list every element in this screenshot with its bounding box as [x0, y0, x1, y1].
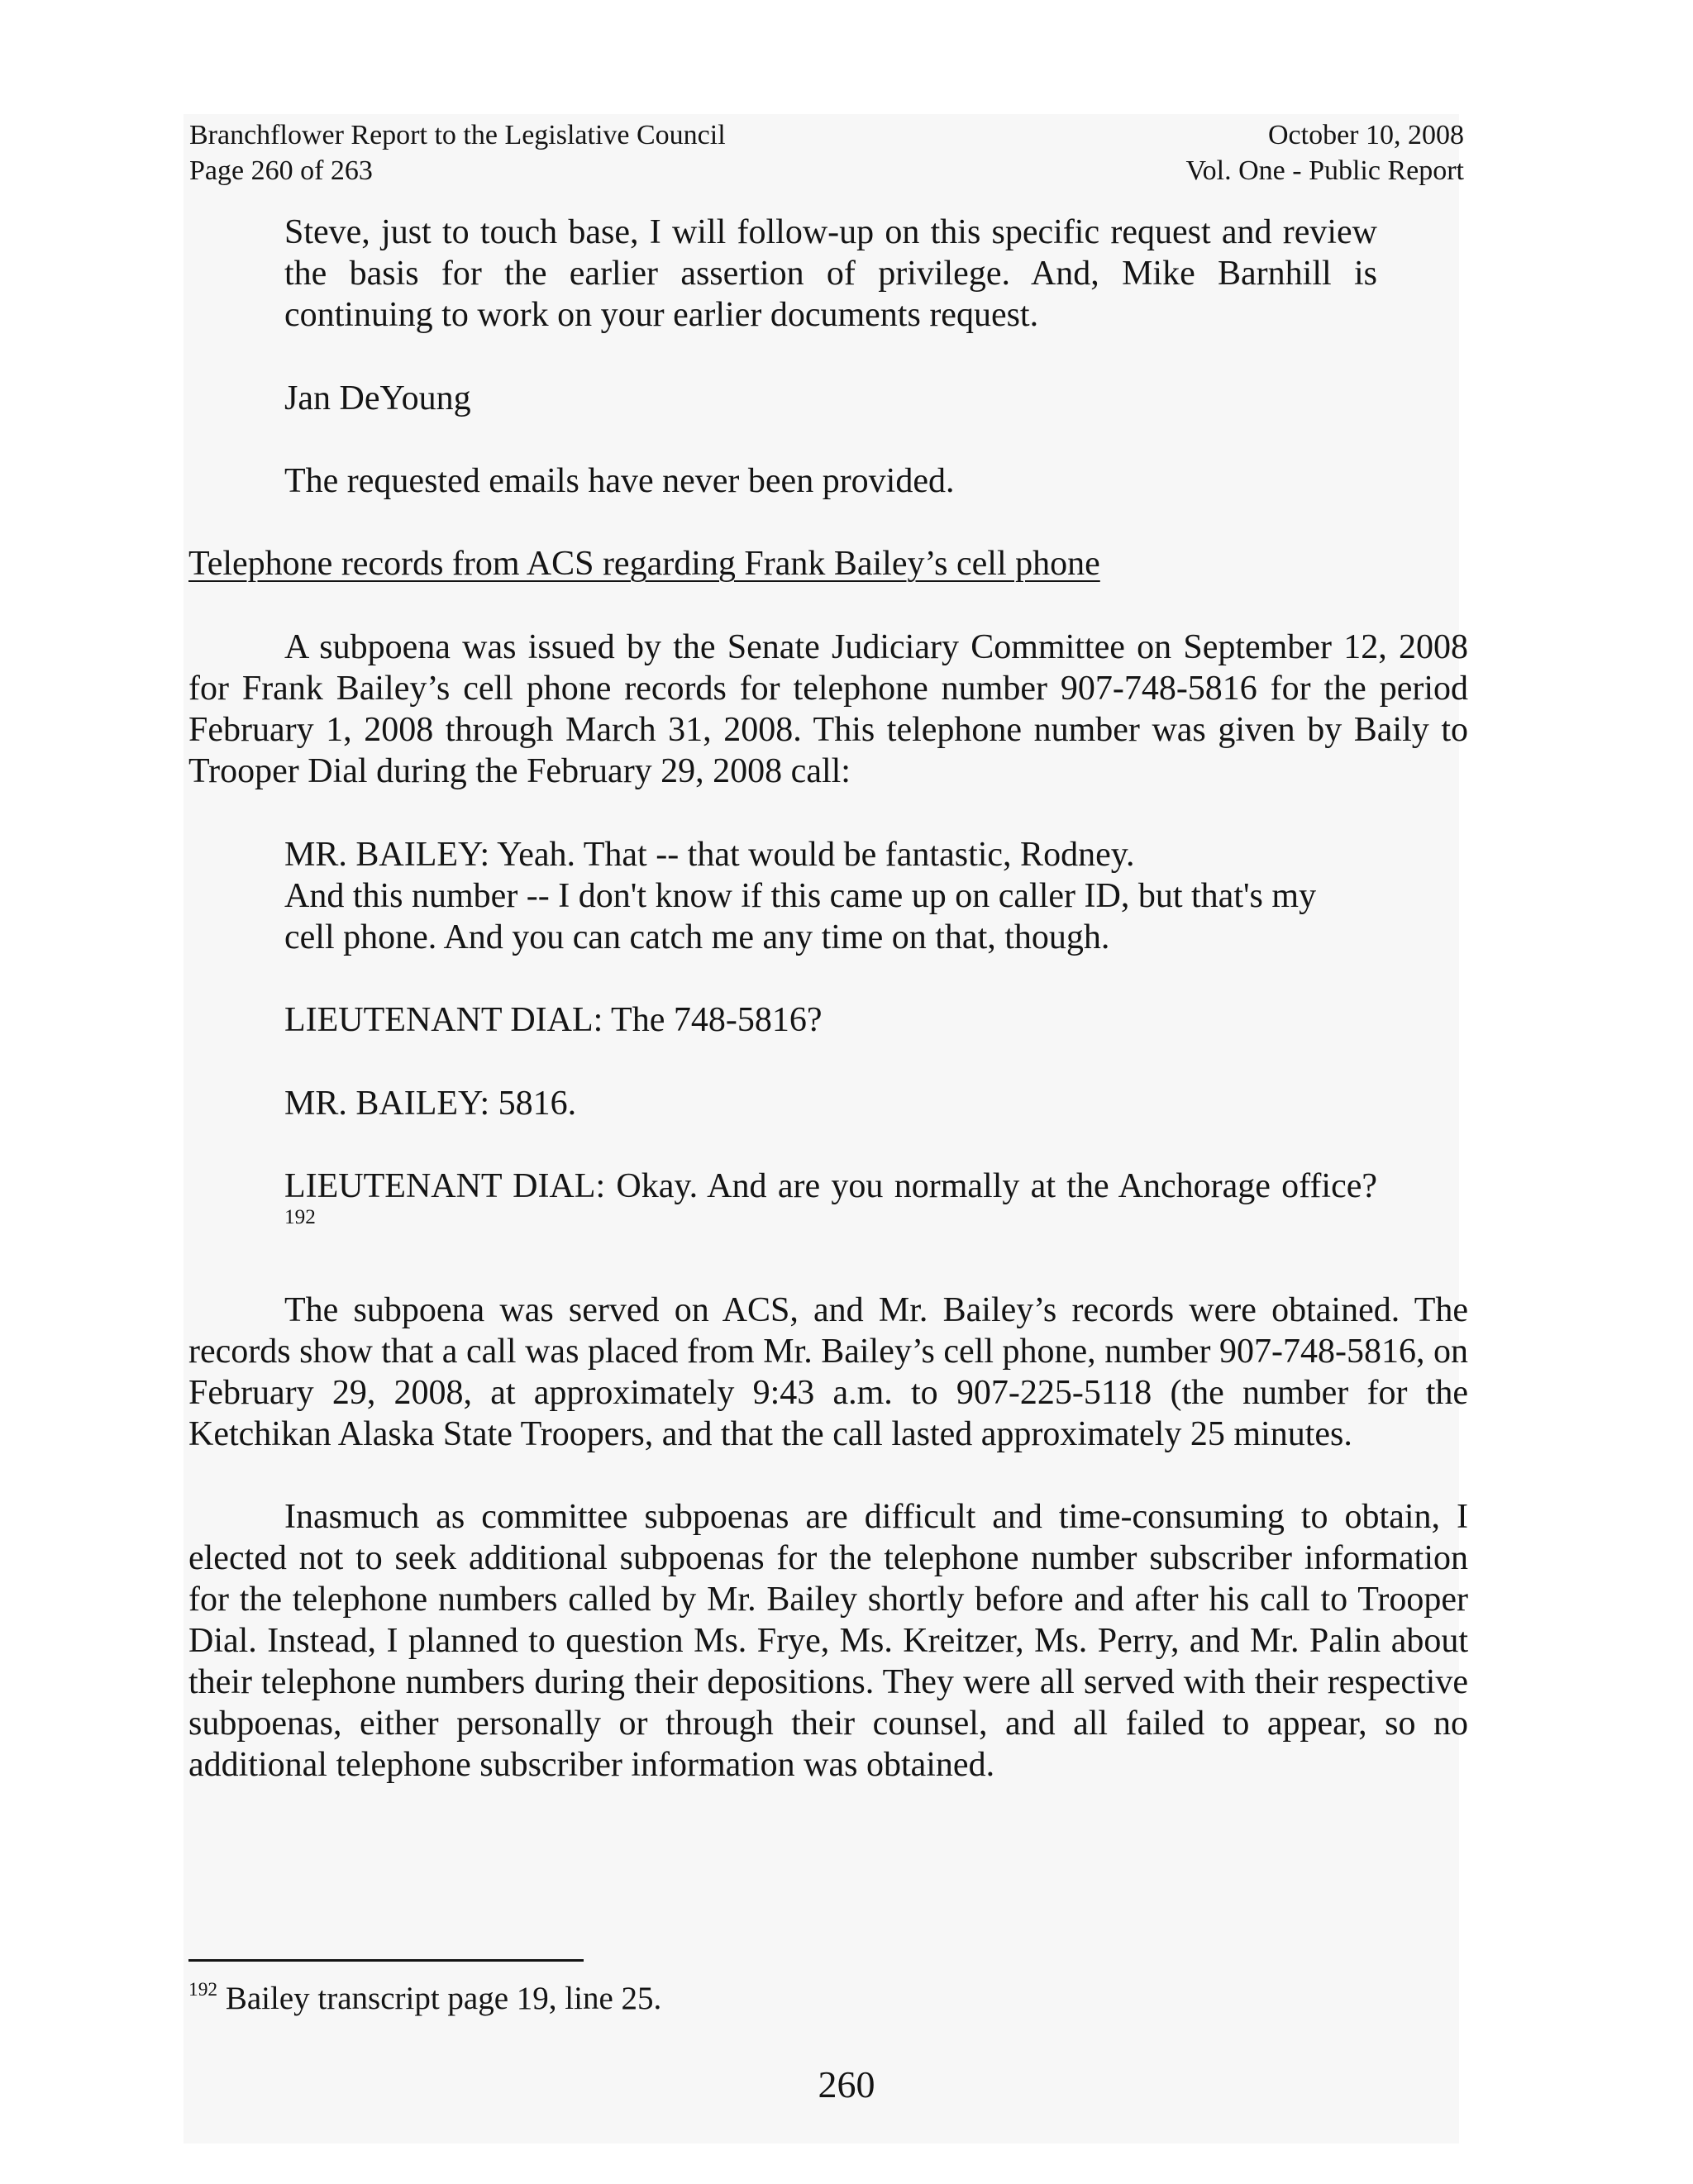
footnote: [188, 1978, 661, 2024]
footnote-reference: 192: [284, 1206, 316, 1229]
transcript-bailey-answer: MR. BAILEY: 5816.: [284, 1085, 577, 1123]
inasmuch-paragraph: Inasmuch as committee subpoenas are difficult and time-consuming to obtain, I elected not to seek additional subpoenas for the telephone number subscriber information for the telephone numbers called by Mr. Bailey shortly before and after his call to Trooper Dial. Instead, I planned to question Ms. Frye, Ms. Kreitzer, Ms. Perry, and Mr. Palin about their telephone numbers during their depositions. They were all served with their respective subpoenas, either personally or through their counsel, and all failed to appear, so no additional telephone subscriber information was obtained.: [188, 1498, 1468, 1784]
running-header-left: [189, 117, 726, 188]
report-volume: Vol. One - Public Report: [1185, 155, 1464, 186]
transcript-dial-question: LIEUTENANT DIAL: The 748-5816?: [284, 1001, 823, 1039]
page-number: 260: [818, 2063, 875, 2105]
served-paragraph: The subpoena was served on ACS, and Mr. Bailey’s records were obtained. The records show that a call was placed from Mr. Bailey’s cell phone, number 907-748-5816, on February 29, 2008, at approximately 9:43 a.m. to 907-225-5118 (the number for the Ketchikan Alaska State Troopers, and that the call lasted approximately 25 minutes.: [188, 1291, 1468, 1453]
footnote-separator: [188, 1959, 584, 1962]
email-quote-paragraph: Steve, just to touch base, I will follow-up on this specific request and review the basis for the earlier assertion of privilege. And, Mike Barnhill is continuing to work on your earlier documents request.: [284, 213, 1377, 334]
email-signature: Jan DeYoung: [284, 379, 471, 417]
emails-note: The requested emails have never been provided.: [284, 462, 955, 500]
transcript-bailey-continuation: And this number -- I don't know if this came up on caller ID, but that's my cell phone. And you can catch me any time on that, though.: [284, 877, 1317, 956]
subpoena-paragraph: A subpoena was issued by the Senate Judiciary Committee on September 12, 2008 for Frank Bailey’s cell phone records for telephone number 907-748-5816 for the period February 1, 2008 through March 31, 2008. This telephone number was given by Baily to Trooper Dial during the February 29, 2008 call:: [188, 628, 1468, 790]
page-count: Page 260 of 263: [189, 155, 373, 186]
footnote-text: Bailey transcript page 19, line 25.: [225, 1981, 662, 2016]
running-header-right: [1185, 117, 1464, 188]
report-date: October 10, 2008: [1267, 120, 1464, 150]
footnote-number: 192: [188, 1978, 218, 2000]
section-heading: Telephone records from ACS regarding Frank Bailey’s cell phone: [188, 545, 1100, 583]
report-title: Branchflower Report to the Legislative Council: [189, 120, 726, 150]
transcript-dial-office-question: [284, 1166, 1377, 1253]
transcript-bailey-line: MR. BAILEY: Yeah. That -- that would be fantastic, Rodney.: [284, 836, 1135, 874]
transcript-dial-office-text: LIEUTENANT DIAL: Okay. And are you normally at the Anchorage office?: [284, 1167, 1377, 1205]
